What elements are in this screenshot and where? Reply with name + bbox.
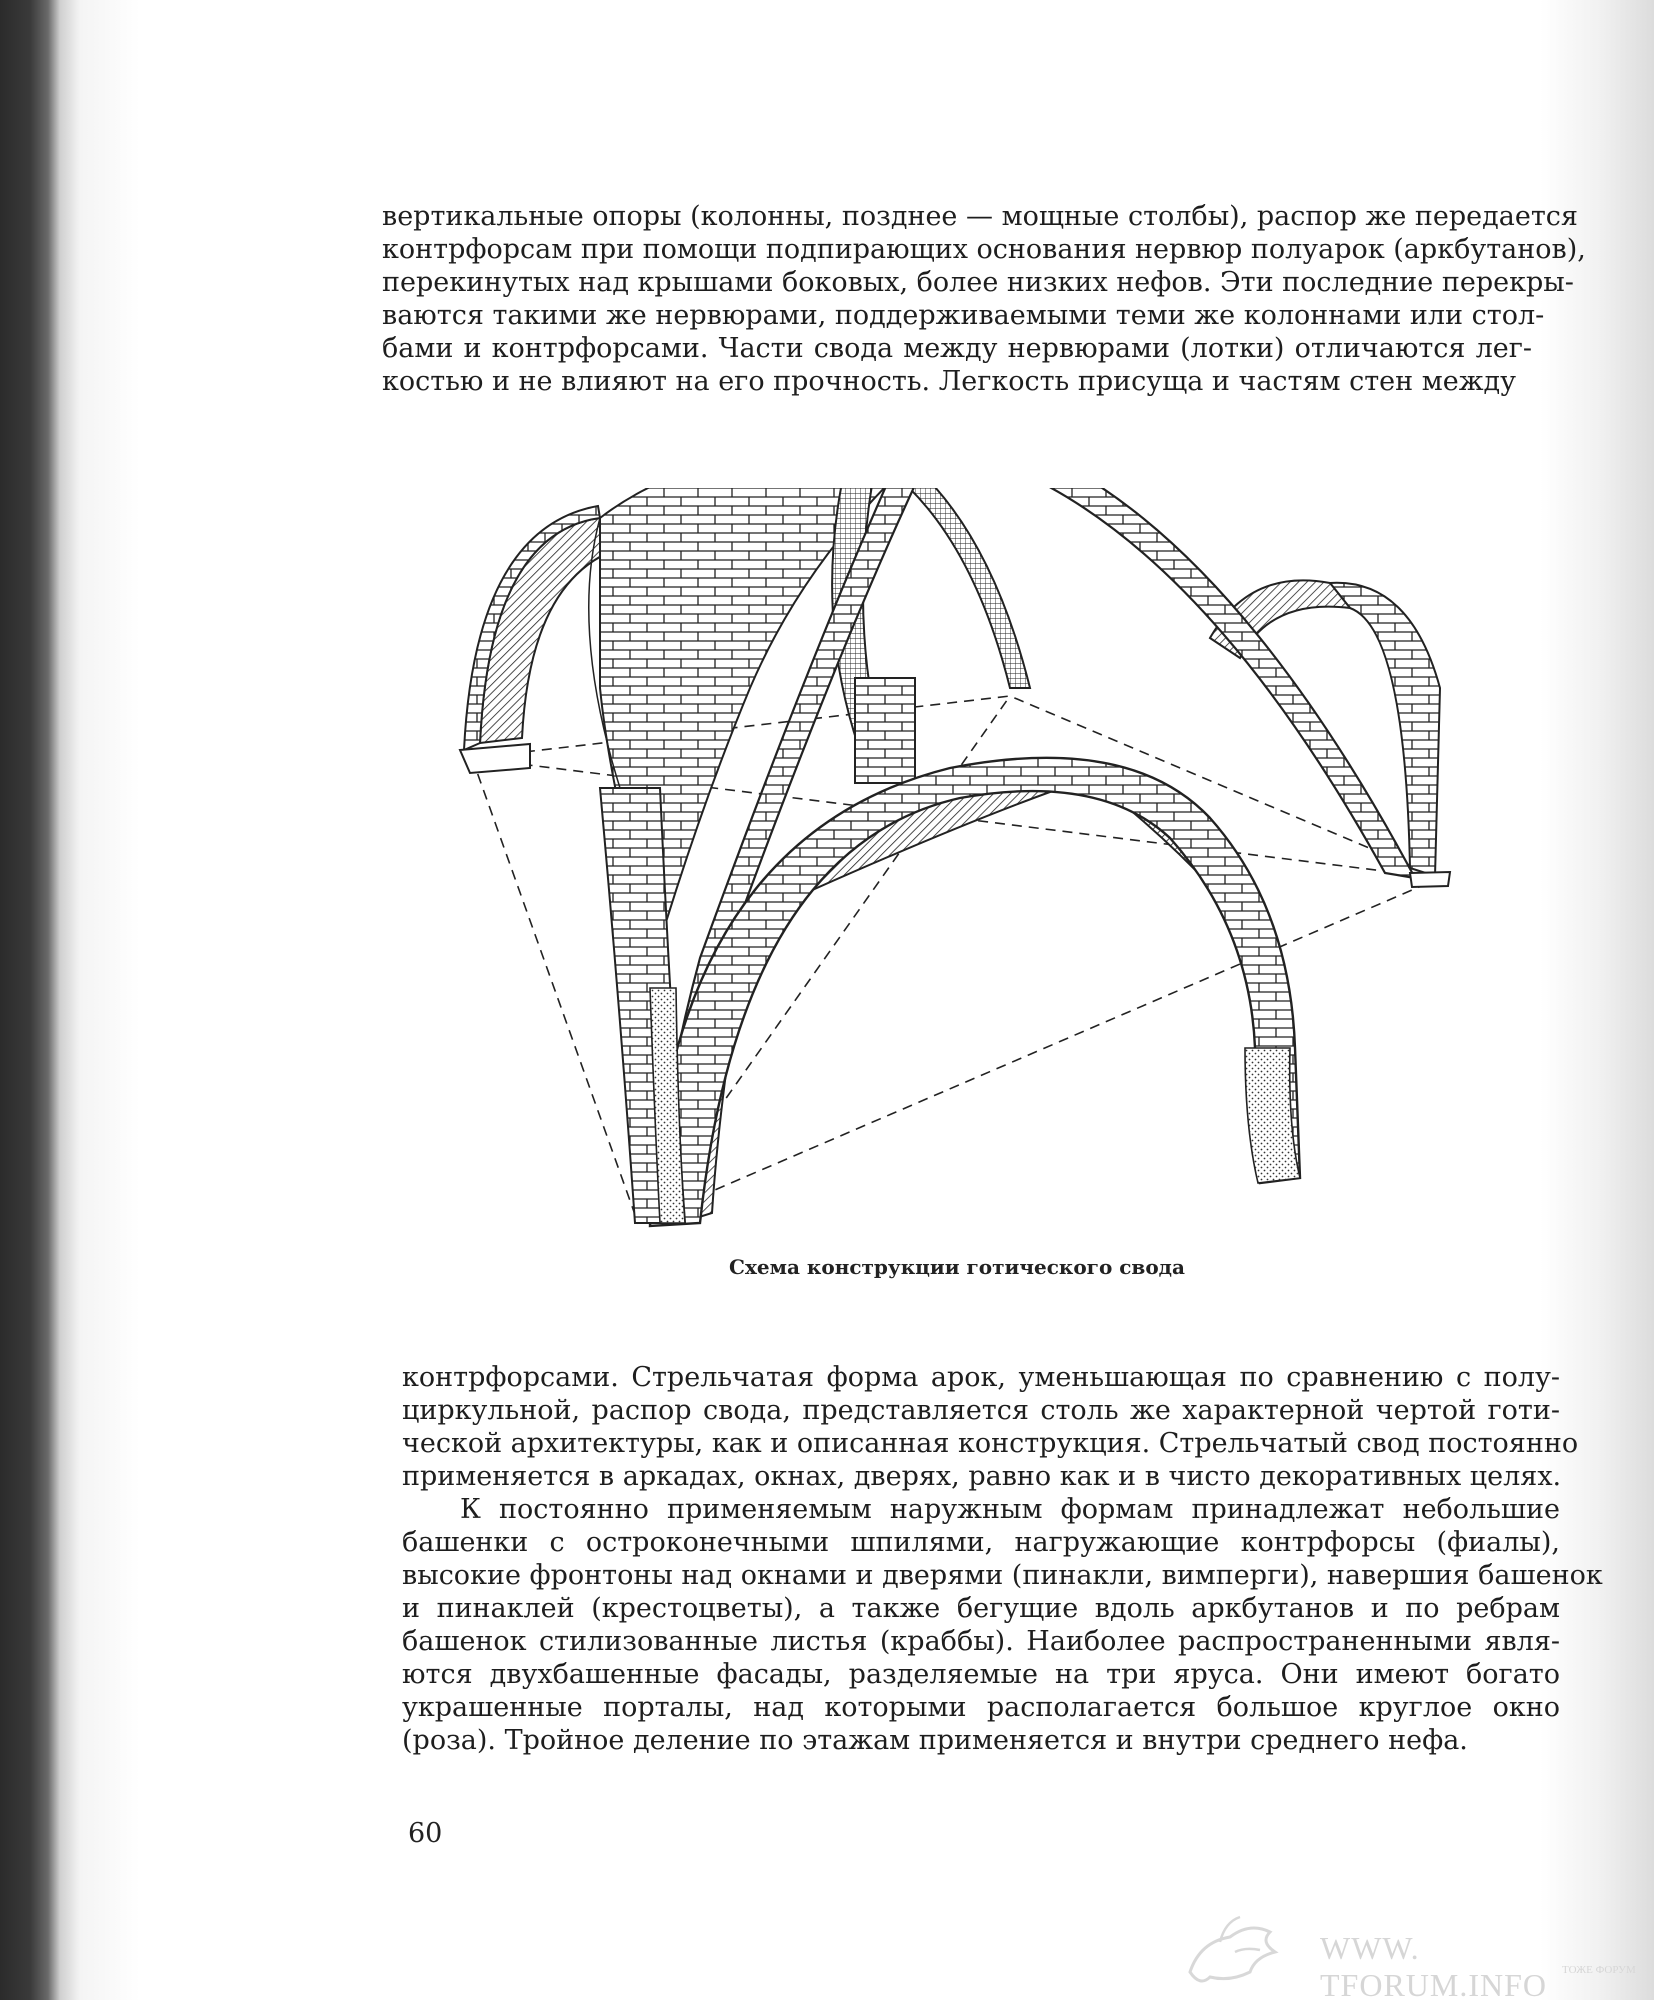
- text-line: бами и контрфорсами. Части свода между нервюрами (лотки) отличаются лег-: [382, 333, 1532, 364]
- text-line: украшенные порталы, над которыми располагается большое круглое окно: [402, 1692, 1560, 1723]
- text-line: перекинутых над крышами боковых, более низких нефов. Эти последние перекры-: [382, 267, 1574, 298]
- text-line: К постоянно применяемым наружным формам принадлежат небольшие: [460, 1494, 1560, 1525]
- gothic-vault-illustration: [450, 488, 1480, 1258]
- paragraph-3: [402, 1493, 1603, 1757]
- text-line: контрфорсами. Стрельчатая форма арок, уменьшающая по сравнению с полу-: [402, 1362, 1560, 1393]
- text-line: ческой архитектуры, как и описанная конструкция. Стрельчатый свод постоянно: [402, 1428, 1579, 1459]
- griffin-logo-icon: [1170, 1912, 1310, 1992]
- text-line: ются двухбашенные фасады, разделяемые на три яруса. Они имеют богато: [402, 1659, 1560, 1690]
- paragraph-1: [382, 200, 1586, 398]
- watermark-text: WWW. TFORUM.INFO: [1320, 1930, 1548, 2003]
- paragraph-2: [402, 1361, 1579, 1493]
- text-line: башенки с остроконечными шпилями, нагружающие контрфорсы (фиалы),: [402, 1527, 1560, 1558]
- text-line: ваются такими же нервюрами, поддерживаемыми теми же колоннами или стол-: [382, 300, 1545, 331]
- watermark-subtext: ТОЖЕ ФОРУМ: [1562, 1964, 1636, 1976]
- text-line: костью и не влияют на его прочность. Легкость присуща и частям стен между: [382, 366, 1517, 397]
- text-line: контрфорсам при помощи подпирающих основания нервюр полуарок (аркбутанов),: [382, 234, 1586, 265]
- site-watermark: [1170, 1912, 1650, 2003]
- text-line: циркульной, распор свода, представляется столь же характерной чертой готи-: [402, 1395, 1560, 1426]
- text-line: вертикальные опоры (колонны, позднее — мощные столбы), распор же передается: [382, 201, 1578, 232]
- text-line: башенок стилизованные листья (краббы). Наиболее распространенными явля-: [402, 1626, 1560, 1657]
- text-line: (роза). Тройное деление по этажам применяется и внутри среднего нефа.: [402, 1725, 1468, 1756]
- text-line: высокие фронтоны над окнами и дверями (пинакли, вимперги), навершия башенок: [402, 1560, 1603, 1591]
- page-number: 60: [408, 1818, 443, 1849]
- figure-caption: Схема конструкции готического свода: [729, 1255, 1185, 1279]
- text-line: применяется в аркадах, окнах, дверях, равно как и в чисто декоративных целях.: [402, 1461, 1562, 1492]
- text-line: и пинаклей (крестоцветы), а также бегущие вдоль аркбутанов и по ребрам: [402, 1593, 1560, 1624]
